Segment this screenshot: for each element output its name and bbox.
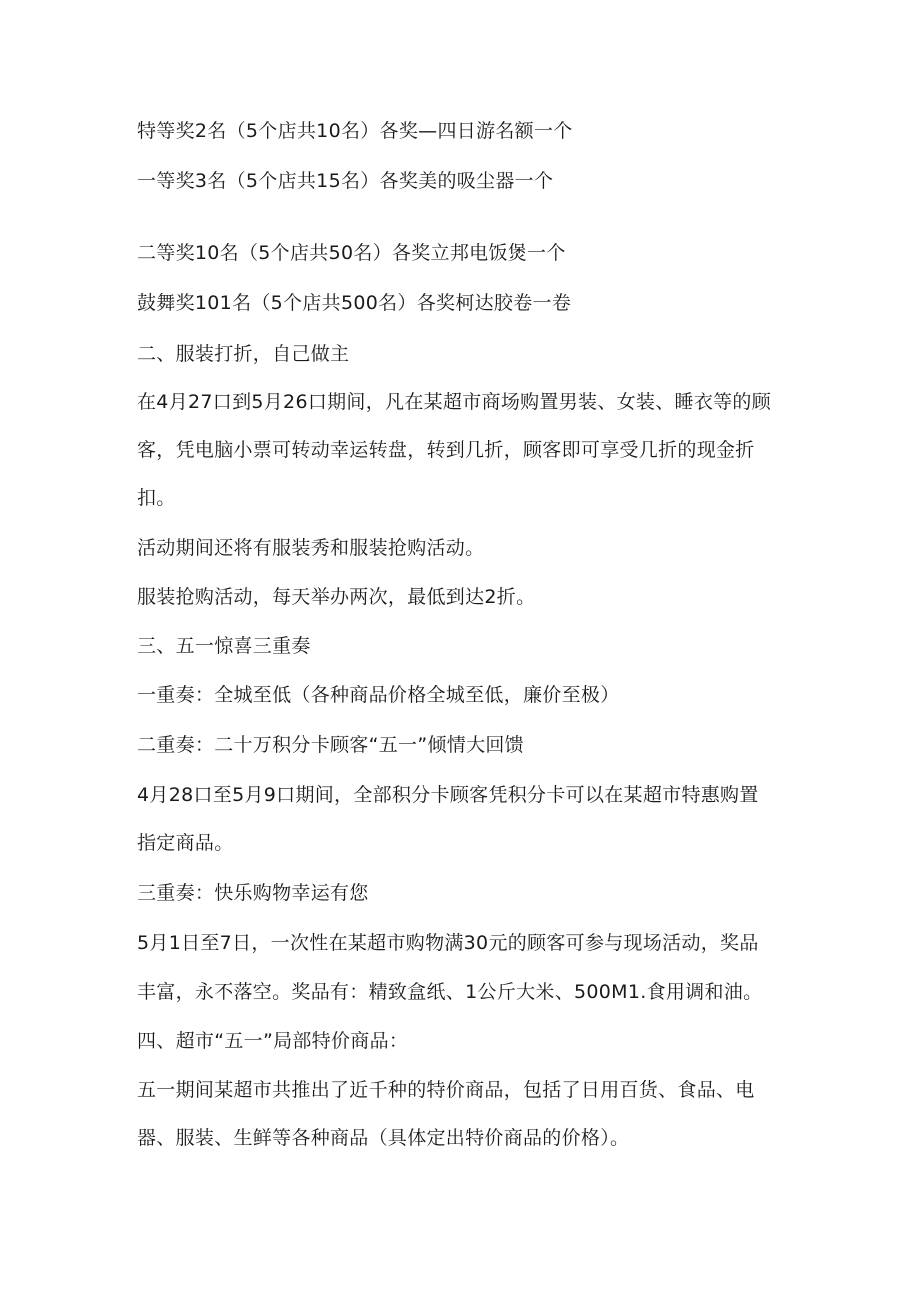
text-line: 服装抢购活动，每天举办两次，最低到达2折。: [137, 586, 536, 608]
section-heading: 四、超市“五一”局部特价商品：: [137, 1030, 409, 1052]
text-line: 活动期间还将有服装秀和服装抢购活动。: [137, 537, 485, 559]
text-line: 在4月27口到5月26口期间，凡在某超市商场购置男装、女装、睡衣等的顾: [137, 391, 772, 413]
text-line: 二等奖10名（5个店共50名）各奖立邦电饭煲一个: [137, 242, 566, 264]
text-line: 一等奖3名（5个店共15名）各奖美的吸尘器一个: [137, 170, 554, 192]
text-line: 特等奖2名（5个店共10名）各奖—四日游名额一个: [137, 120, 573, 142]
text-line: 指定商品。: [137, 832, 234, 854]
text-line: 客，凭电脑小票可转动幸运转盘，转到几折，顾客即可享受几折的现金折: [137, 439, 755, 461]
section-heading: 三、五一惊喜三重奏: [137, 635, 311, 657]
section-heading: 二、服装打折，自己做主: [137, 343, 350, 365]
text-line: 一重奏：全城至低（各种商品价格全城至低，廉价至极）: [137, 684, 620, 706]
text-line: 扣。: [137, 487, 176, 509]
text-line: 器、服装、生鲜等各种商品（具体定出特价商品的价格）。: [137, 1127, 630, 1149]
text-line: 丰富，永不落空。奖品有：精致盒纸、1公斤大米、500M1.食用调和油。: [137, 981, 763, 1003]
text-line: 二重奏：二十万积分卡顾客“五一”倾情大回馈: [137, 734, 524, 756]
text-line: 三重奏：快乐购物幸运有您: [137, 882, 369, 904]
text-line: 五一期间某超市共推出了近千种的特价商品，包括了日用百货、食品、电: [137, 1079, 755, 1101]
text-line: 5月1日至7日，一次性在某超市购物满30元的顾客可参与现场活动，奖品: [137, 932, 759, 954]
text-line: 4月28口至5月9口期间，全部积分卡顾客凭积分卡可以在某超市特惠购置: [137, 784, 759, 806]
text-line: 鼓舞奖101名（5个店共500名）各奖柯达胶卷一卷: [137, 292, 572, 314]
